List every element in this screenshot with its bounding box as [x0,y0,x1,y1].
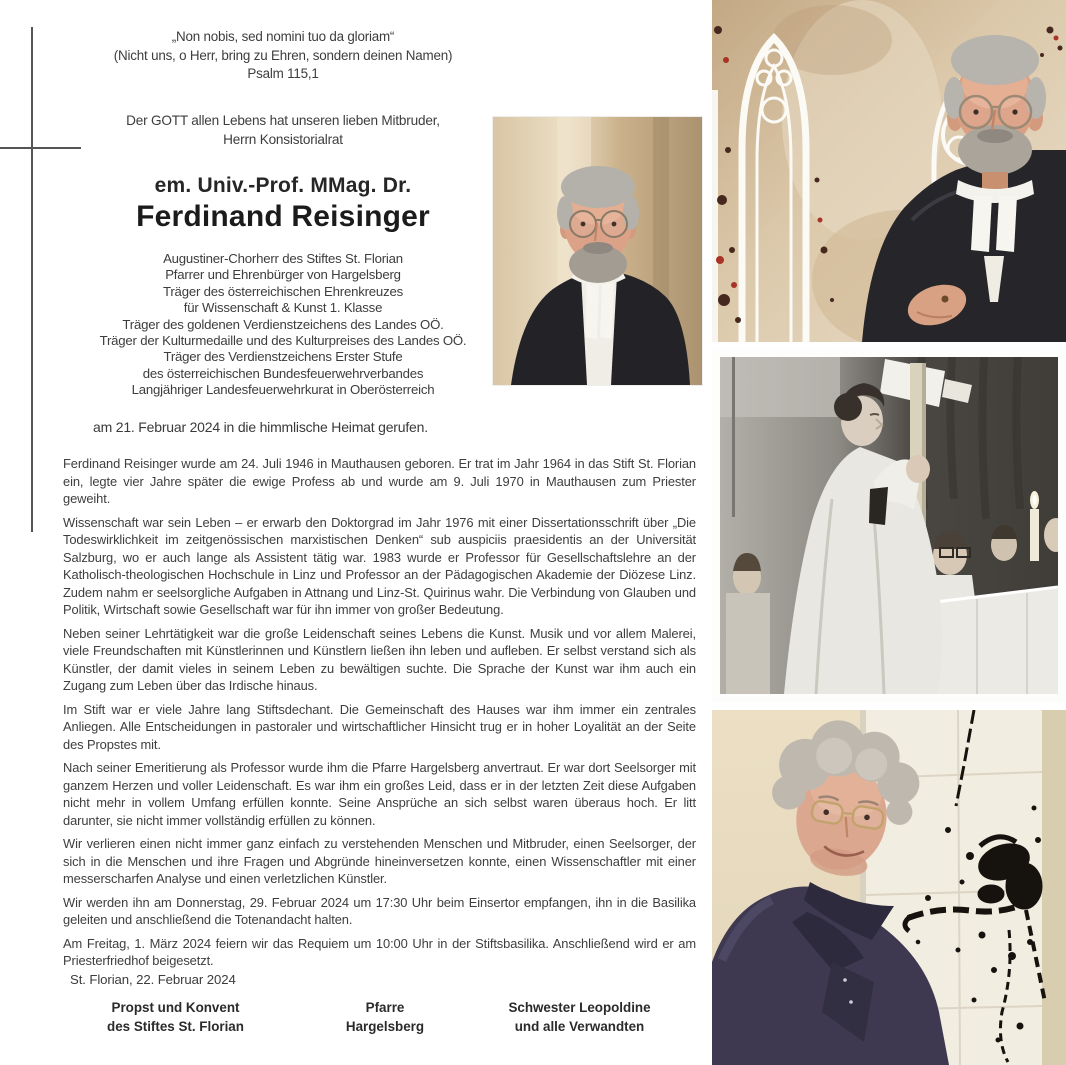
honors-list [0,251,566,399]
photo-bottom-illustration [712,710,1066,1065]
honor-line: Träger des goldenen Verdienstzeichens des Landes OÖ. [122,316,444,332]
photo-artist-painting [712,710,1066,1065]
intro-block [0,111,566,149]
honor-line: Träger der Kulturmedaille und des Kulturpreises des Landes OÖ. [99,333,467,349]
photo-gothic-frames [712,0,1066,342]
place-date: St. Florian, 22. Februar 2024 [70,972,236,987]
quote-latin: „Non nobis, sed nomini tuo da gloriam“ [171,29,395,44]
photo-column [712,0,1066,1065]
honor-line: Augustiner-Chorherr des Stiftes St. Florian [163,251,403,266]
portrait-illustration [493,117,702,385]
paragraph: Wir werden ihn am Donnerstag, 29. Februar 2024 um 17:30 Uhr beim Einsertor empfangen, ihn in die Basilika geleiten und anschließend die Totenandacht halten. [63,894,696,927]
paragraph: Ferdinand Reisinger wurde am 24. Juli 1946 in Mauthausen geboren. Er trat im Jahr 1964 in das Stift St. Florian ein, legte vier Jahre später die ewige Profess ab und wurde am 9. Juli 1970 in Mauthausen zum Priester geweiht. [63,456,696,506]
obituary-text [63,455,696,976]
honor-line: Pfarrer und Ehrenbürger von Hargelsberg [165,267,401,283]
honor-line: für Wissenschaft & Kunst 1. Klasse [183,300,383,316]
portrait-photo [493,117,702,385]
paragraph: Wir verlieren einen nicht immer ganz einfach zu verstehenden Menschen und Mitbruder, einen Seelsorger, der sich in die Menschen und ihre Fragen und Abgründe hineinversetzen konnte, einen Wissenschaftler mit einer messerscharfen Analyse und einen verletzlichen Künstler. [63,836,696,886]
photo-top-illustration [712,0,1066,342]
title-prefix: em. Univ.-Prof. MMag. Dr. [154,174,412,197]
photo-ordination-bw [712,349,1066,702]
paragraph: Neben seiner Lehrtätigkeit war die große Leidenschaft seines Lebens die Kunst. Musik und vor allem Malerei, viele Freundschaften mit Künstlerinnen und Künstlern ließen ihn leben und aufleben. Er selbst verstand sich als Künstler, der damit vieles in seinem Leben zu bewältigen suchte. Die Sprache der Kunst war ihm auch ein Zugang zum Leben über das Irdische hinaus. [63,625,696,693]
paragraph: Nach seiner Emeritierung als Professor wurde ihm die Pfarre Hargelsberg anvertraut. Er war dort Seelsorger mit ganzem Herzen und voller Leidenschaft. Es war ihm ein großes Leid, dass er in der letzten Zeit diese Aufgaben nicht mehr in vollem Umfang erfüllen konnte. Seine Ansprüche an sich selbst waren überaus hoch. Er litt darunter, sie nicht immer vollständig erfüllen zu können. [63,760,696,828]
quote-german: (Nicht uns, o Herr, bring zu Ehren, sondern deinen Namen) [113,47,453,63]
quote-source: Psalm 115,1 [247,66,319,81]
death-date-line: am 21. Februar 2024 in die himmlische Heimat gerufen. [93,419,428,435]
intro-line: Der GOTT allen Lebens hat unseren lieben Mitbruder, [126,113,440,128]
photo-middle-illustration [712,349,1066,702]
honor-line: des österreichischen Bundesfeuerwehrverbandes [142,365,424,381]
intro-line: Herrn Konsistorialrat [223,132,343,147]
signature-convent: Propst und Konvent des Stiftes St. Florian [107,1000,244,1034]
signature-parish: Pfarre Hargelsberg [345,1000,425,1034]
honor-line: Langjähriger Landesfeuerwehrkurat in Oberösterreich [131,382,435,398]
deceased-name: Ferdinand Reisinger [136,200,430,233]
paragraph: Im Stift war er viele Jahre lang Stiftsdechant. Die Gemeinschaft des Hauses war ihm immer ein zentrales Anliegen. Alle Entscheidungen in pastoraler und wirtschaftlicher Hinsicht trug er in hoher Loyalität an der Seite des Propstes mit. [63,701,696,752]
honor-line: Träger des österreichischen Ehrenkreuzes [163,283,403,299]
paragraph: Wissenschaft war sein Leben – er erwarb den Doktorgrad im Jahr 1976 mit einer Dissertationsschrift über „Die Todeswirklichkeit im zeitgenössischen marxistischen Denken“ sub auspiciis praesidentis an der Universität Salzburg, wo er auch lange als Assistent tätig war. 1983 wurde er Professor für Gesellschaftslehre an der Katholisch-theologischen Hochschule in Linz und Professor an der Pädagogischen Akademie der Diözese Linz. Zudem nahm er seelsorgliche Aufgaben in Attnang und Linz-St. Quirinus wahr. Die Verbindung von Glauben und Politik, Wirtschaft sowie Gesellschaft war für ihn immer von großer Bedeutung. [63,514,696,617]
paragraph: Am Freitag, 1. März 2024 feiern wir das Requiem um 10:00 Uhr in der Stiftsbasilika. Anschließend wird er am Priesterfriedhof beigesetzt. [63,935,696,968]
quote-block [0,28,566,84]
signature-family: Schwester Leopoldine und alle Verwandten [508,1000,651,1034]
honor-line: Träger des Verdienstzeichens Erster Stufe [163,349,403,365]
